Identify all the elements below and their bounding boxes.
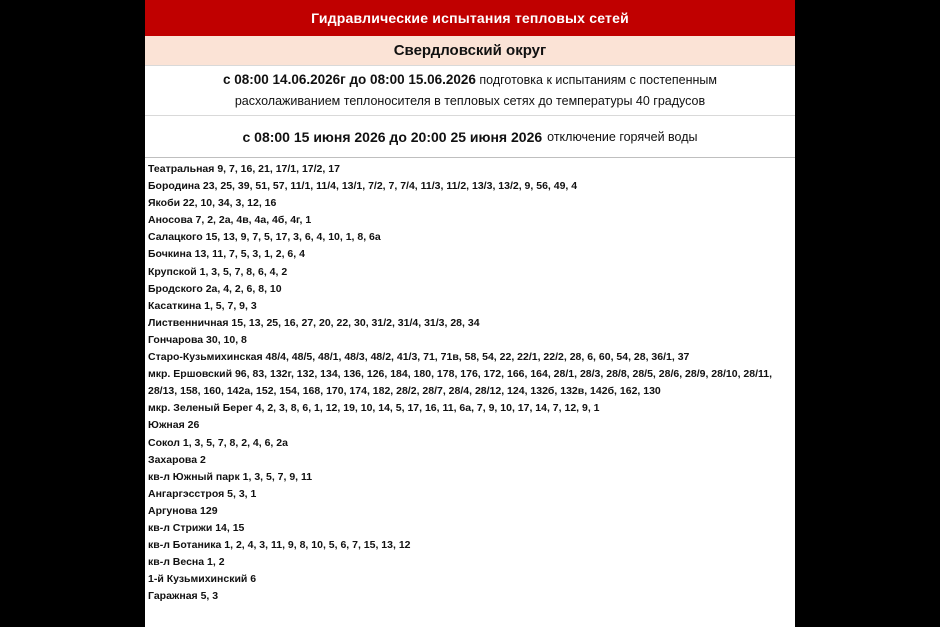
address-row: Бродского 2а, 4, 2, 6, 8, 10	[148, 282, 282, 295]
address-row: Касаткина 1, 5, 7, 9, 3	[148, 299, 257, 312]
page-title: Гидравлические испытания тепловых сетей	[311, 10, 629, 26]
district-bar	[145, 36, 795, 66]
preparation-range: с 08:00 14.06.2026г до 08:00 15.06.2026	[223, 72, 476, 87]
address-row: Салацкого 15, 13, 9, 7, 5, 17, 3, 6, 4, 10, 1, 8, 6а	[148, 231, 381, 244]
address-row: Театральная 9, 7, 16, 21, 17/1, 17/2, 17	[148, 163, 340, 175]
address-row: кв-л Южный парк 1, 3, 5, 7, 9, 11	[148, 470, 313, 483]
address-row: Аносова 7, 2, 2а, 4в, 4а, 4б, 4г, 1	[148, 214, 312, 227]
preparation-period	[145, 66, 795, 116]
address-row: Бочкина 13, 11, 7, 5, 3, 1, 2, 6, 4	[148, 248, 305, 261]
district-name: Свердловский округ	[393, 42, 547, 59]
preparation-line-1	[223, 69, 717, 91]
shutdown-range: с 08:00 15 июня 2026 до 20:00 25 июня 2026	[242, 128, 543, 145]
address-row: Захарова 2	[148, 453, 206, 466]
address-row: Крупской 1, 3, 5, 7, 8, 6, 4, 2	[148, 265, 288, 278]
shutdown-desc: отключение горячей воды	[547, 129, 698, 144]
address-row: Гончарова 30, 10, 8	[148, 333, 247, 346]
address-row: Ангаргэсстроя 5, 3, 1	[148, 487, 257, 500]
address-row: 1-й Кузьмихинский 6	[148, 573, 257, 586]
address-row: кв-л Стрижи 14, 15	[148, 521, 245, 534]
address-row: Бородина 23, 25, 39, 51, 57, 11/1, 11/4, 13/1, 7/2, 7, 7/4, 11/3, 11/2, 13/3, 13/2, 9, 56, 49, 4	[148, 180, 578, 193]
address-row: Аргунова 129	[148, 504, 218, 517]
address-row: кв-л Весна 1, 2	[148, 556, 225, 569]
address-list	[145, 158, 795, 605]
address-row: Старо-Кузьмихинская 48/4, 48/5, 48/1, 48/3, 48/2, 41/3, 71, 71в, 58, 54, 22, 22/1, 22/2, 28, 6, 60, 54, 28, 36/1, 37	[148, 351, 690, 364]
address-row: мкр. Ершовский 96, 83, 132г, 132, 134, 136, 126, 184, 180, 178, 176, 172, 166, 164, 28/1, 28/3, 28/8, 28/5, 28/6, 28/9, 28/10, 28/11, 28/13, 158, 160, 142а, 152, 154, 168, 170, 174, 182, 28/2, 28/7, 28/4, 28/12, 124, 132б, 132в, 142б, 162, 130	[148, 368, 773, 398]
shutdown-period	[145, 116, 795, 158]
address-row: Якоби 22, 10, 34, 3, 12, 16	[148, 197, 277, 210]
preparation-desc-a: подготовка к испытаниям с постепенным	[479, 73, 717, 87]
address-row: Гаражная 5, 3	[148, 590, 219, 603]
address-row: кв-л Ботаника 1, 2, 4, 3, 11, 9, 8, 10, 5, 6, 7, 15, 13, 12	[148, 539, 411, 552]
address-row: Лиственничная 15, 13, 25, 16, 27, 20, 22, 30, 31/2, 31/4, 31/3, 28, 34	[148, 316, 480, 329]
address-row: Сокол 1, 3, 5, 7, 8, 2, 4, 6, 2а	[148, 436, 288, 449]
address-row: мкр. Зеленый Берег 4, 2, 3, 8, 6, 1, 12, 19, 10, 14, 5, 17, 16, 11, 6а, 7, 9, 10, 17, 14, 7, 12, 9, 1	[148, 402, 600, 415]
address-row: Южная 26	[148, 419, 200, 432]
preparation-desc-b: расхолаживанием теплоносителя в тепловых сетях до температуры 40 градусов	[234, 94, 706, 108]
notice-sheet	[145, 0, 795, 627]
title-bar	[145, 0, 795, 36]
